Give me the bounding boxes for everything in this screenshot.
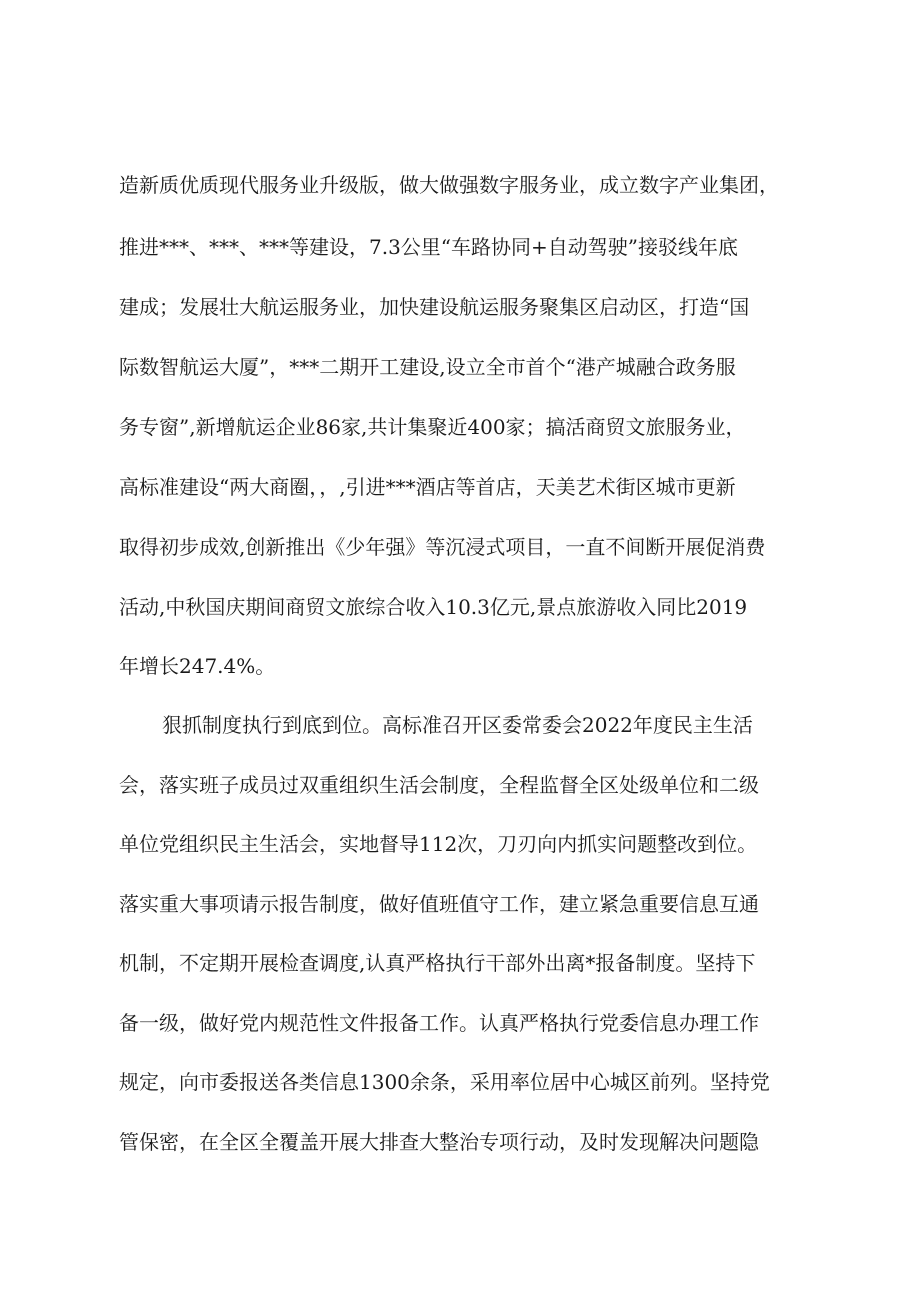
text-line: 务专窗”,新增航运企业86家,共计集聚近400家；搞活商贸文旅服务业，	[119, 415, 746, 439]
text-line: 机制，不定期开展检查调度,认真严格执行干部外出离*报备制度。坚持下	[119, 951, 756, 975]
text-line: 单位党组织民主生活会，实地督导112次，刀刃向内抓实问题整改到位。	[119, 832, 758, 856]
text-line: 落实重大事项请示报告制度，做好值班值守工作，建立紧急重要信息互通	[119, 892, 759, 916]
text-line: 际数智航运大厦”，***二期开工建设,设立全市首个“港产城融合政务服	[119, 355, 736, 379]
text-line: 活动,中秋国庆期间商贸文旅综合收入10.3亿元,景点旅游收入同比2019	[119, 595, 748, 619]
text-line: 高标准建设“两大商圈，，,引进***酒店等首店，天美艺术街区城市更新	[119, 475, 736, 499]
text-line: 会，落实班子成员过双重组织生活会制度，全程监督全区处级单位和二级	[119, 773, 759, 797]
text-line: 建成；发展壮大航运服务业，加快建设航运服务聚集区启动区，打造“国	[119, 295, 750, 319]
text-line: 年增长247.4%。	[119, 654, 276, 678]
text-line: 管保密，在全区全覆盖开展大排查大整治专项行动，及时发现解决问题隐	[119, 1130, 759, 1154]
paragraph-first-line: 狠抓制度执行到底到位。高标准召开区委常委会2022年度民主生活	[162, 713, 753, 737]
text-line: 造新质优质现代服务业升级版，做大做强数字服务业，成立数字产业集团，	[119, 173, 779, 197]
text-line: 推进***、***、***等建设，7.3公里“车路协同+自动驾驶”接驳线年底	[119, 235, 739, 259]
text-line: 取得初步成效,创新推出《少年强》等沉浸式项目，一直不间断开展促消费	[119, 535, 766, 559]
text-line: 规定，向市委报送各类信息1300余条，采用率位居中心城区前列。坚持党	[119, 1070, 770, 1094]
text-line: 备一级，做好党内规范性文件报备工作。认真严格执行党委信息办理工作	[119, 1011, 759, 1035]
